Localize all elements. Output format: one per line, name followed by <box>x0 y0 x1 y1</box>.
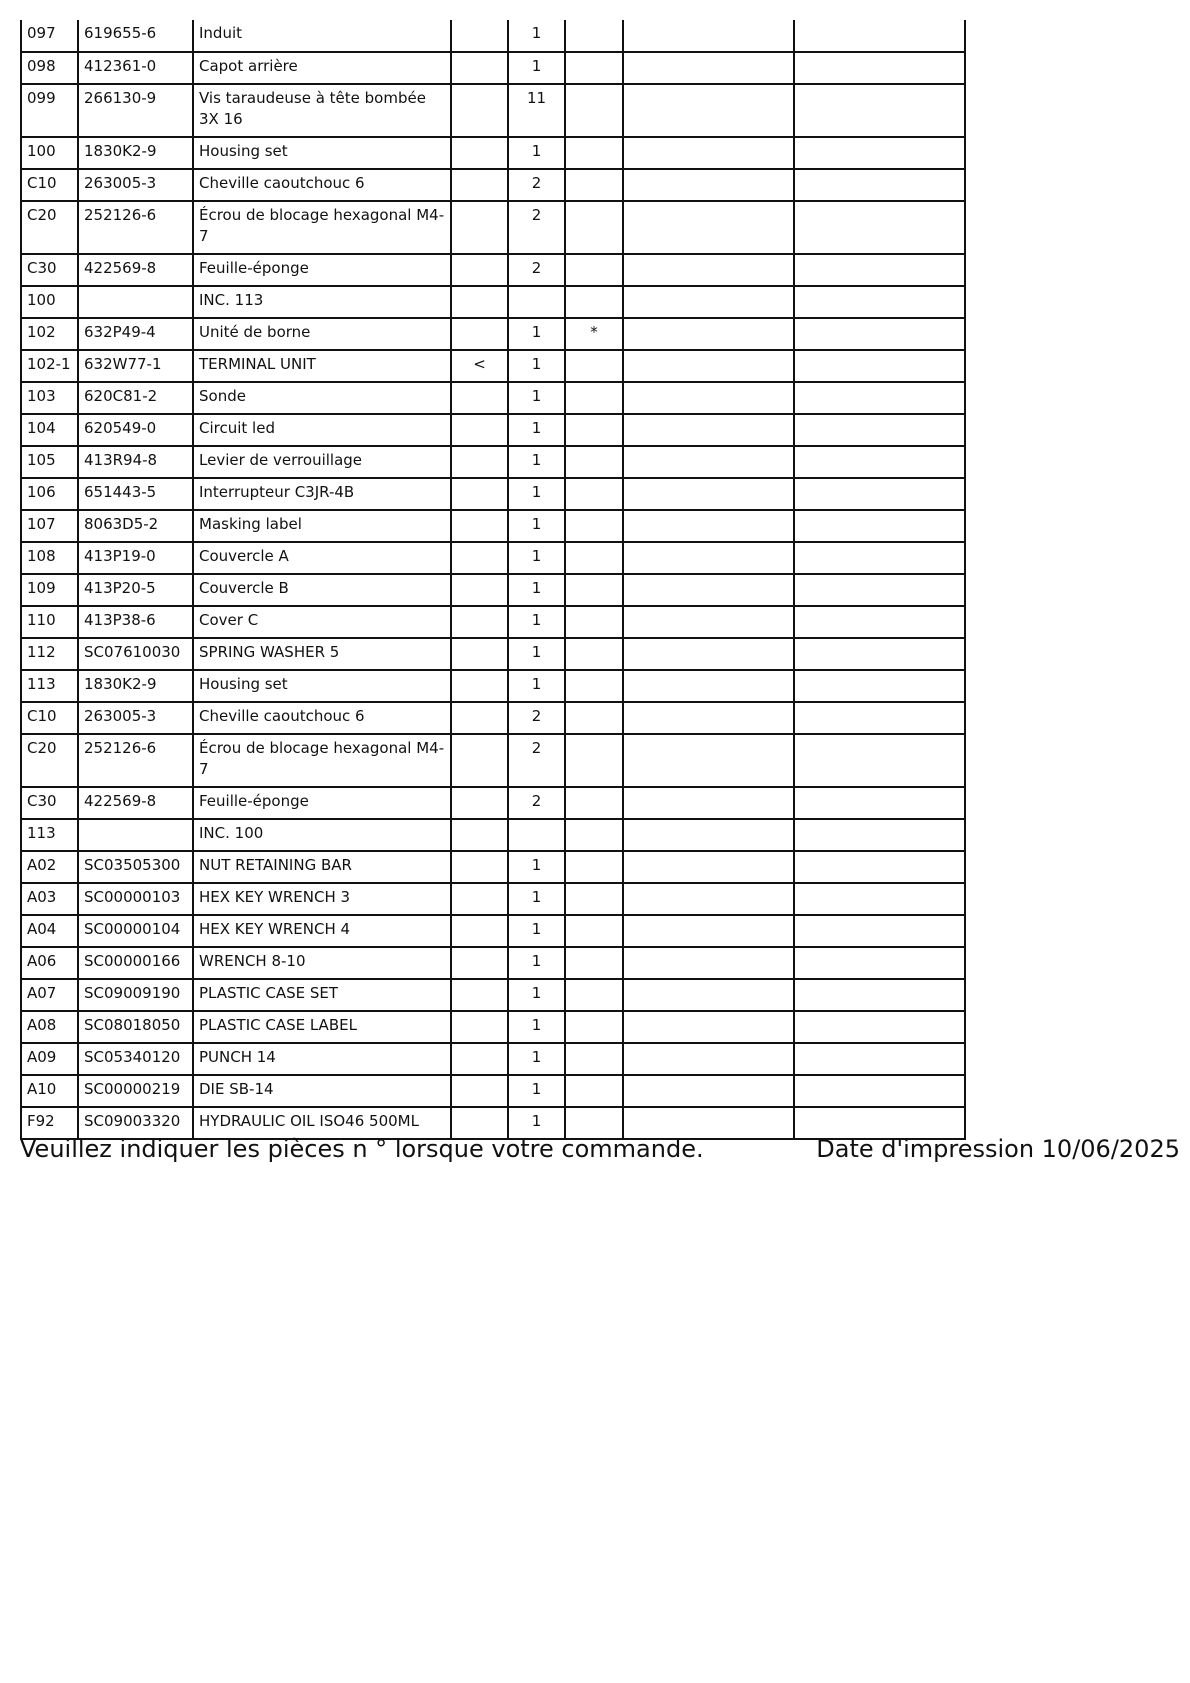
description-cell: Interrupteur C3JR-4B <box>193 478 451 510</box>
description-cell: INC. 113 <box>193 286 451 318</box>
order-instruction-note: Veuillez indiquer les pièces n ° lorsque votre commande. <box>20 1135 704 1163</box>
note-cell <box>565 979 623 1011</box>
note-cell <box>565 883 623 915</box>
note-cell <box>565 478 623 510</box>
note-cell <box>565 1075 623 1107</box>
note-cell <box>565 414 623 446</box>
item-number-cell: C30 <box>21 787 78 819</box>
part-number-cell: SC09009190 <box>78 979 193 1011</box>
table-row <box>21 414 965 446</box>
quantity-cell: 1 <box>508 1043 565 1075</box>
table-row <box>21 979 965 1011</box>
mark-cell <box>451 84 508 137</box>
description-cell: Cheville caoutchouc 6 <box>193 702 451 734</box>
part-number-cell: SC00000166 <box>78 947 193 979</box>
quantity-cell: 2 <box>508 201 565 254</box>
item-number-cell: 110 <box>21 606 78 638</box>
quantity-cell: 1 <box>508 446 565 478</box>
description-cell: PLASTIC CASE LABEL <box>193 1011 451 1043</box>
blank-cell <box>794 915 965 947</box>
parts-table-body <box>21 20 965 1139</box>
table-row <box>21 883 965 915</box>
part-number-cell: 1830K2-9 <box>78 137 193 169</box>
quantity-cell: 1 <box>508 52 565 84</box>
note-cell <box>565 350 623 382</box>
quantity-cell: 1 <box>508 350 565 382</box>
mark-cell <box>451 947 508 979</box>
table-row <box>21 670 965 702</box>
mark-cell <box>451 201 508 254</box>
description-cell: HEX KEY WRENCH 4 <box>193 915 451 947</box>
note-cell <box>565 947 623 979</box>
note-cell <box>565 574 623 606</box>
note-cell <box>565 606 623 638</box>
part-number-cell: SC05340120 <box>78 1043 193 1075</box>
mark-cell <box>451 606 508 638</box>
mark-cell <box>451 1043 508 1075</box>
description-cell: Levier de verrouillage <box>193 446 451 478</box>
blank-cell <box>623 52 794 84</box>
table-row <box>21 787 965 819</box>
blank-cell <box>623 851 794 883</box>
quantity-cell: 1 <box>508 606 565 638</box>
mark-cell <box>451 169 508 201</box>
item-number-cell: 112 <box>21 638 78 670</box>
item-number-cell: 102-1 <box>21 350 78 382</box>
blank-cell <box>794 734 965 787</box>
note-cell <box>565 382 623 414</box>
table-row <box>21 52 965 84</box>
blank-cell <box>794 350 965 382</box>
part-number-cell: 632P49-4 <box>78 318 193 350</box>
table-row <box>21 446 965 478</box>
blank-cell <box>623 254 794 286</box>
item-number-cell: 105 <box>21 446 78 478</box>
description-cell: Unité de borne <box>193 318 451 350</box>
mark-cell <box>451 382 508 414</box>
note-cell <box>565 201 623 254</box>
description-cell: Feuille-éponge <box>193 254 451 286</box>
description-cell: INC. 100 <box>193 819 451 851</box>
note-cell: * <box>565 318 623 350</box>
note-cell <box>565 734 623 787</box>
quantity-cell: 11 <box>508 84 565 137</box>
blank-cell <box>623 606 794 638</box>
blank-cell <box>623 20 794 52</box>
blank-cell <box>623 787 794 819</box>
blank-cell <box>623 318 794 350</box>
part-number-cell: 422569-8 <box>78 787 193 819</box>
description-cell: Feuille-éponge <box>193 787 451 819</box>
item-number-cell: F92 <box>21 1107 78 1139</box>
blank-cell <box>794 574 965 606</box>
table-row <box>21 20 965 52</box>
mark-cell <box>451 52 508 84</box>
table-row <box>21 1075 965 1107</box>
table-row <box>21 350 965 382</box>
table-row <box>21 510 965 542</box>
table-row <box>21 201 965 254</box>
item-number-cell: 100 <box>21 286 78 318</box>
part-number-cell: 413P19-0 <box>78 542 193 574</box>
note-cell <box>565 254 623 286</box>
part-number-cell: SC08018050 <box>78 1011 193 1043</box>
mark-cell <box>451 883 508 915</box>
blank-cell <box>623 1043 794 1075</box>
item-number-cell: A06 <box>21 947 78 979</box>
part-number-cell: SC07610030 <box>78 638 193 670</box>
part-number-cell: 412361-0 <box>78 52 193 84</box>
mark-cell <box>451 20 508 52</box>
blank-cell <box>794 84 965 137</box>
blank-cell <box>623 702 794 734</box>
mark-cell <box>451 318 508 350</box>
mark-cell <box>451 734 508 787</box>
item-number-cell: A08 <box>21 1011 78 1043</box>
quantity-cell: 1 <box>508 947 565 979</box>
item-number-cell: C30 <box>21 254 78 286</box>
description-cell: PLASTIC CASE SET <box>193 979 451 1011</box>
description-cell: PUNCH 14 <box>193 1043 451 1075</box>
table-row <box>21 169 965 201</box>
part-number-cell: 422569-8 <box>78 254 193 286</box>
note-cell <box>565 286 623 318</box>
description-cell: Induit <box>193 20 451 52</box>
table-row <box>21 84 965 137</box>
mark-cell <box>451 915 508 947</box>
quantity-cell: 1 <box>508 137 565 169</box>
blank-cell <box>794 702 965 734</box>
item-number-cell: 104 <box>21 414 78 446</box>
blank-cell <box>623 979 794 1011</box>
note-cell <box>565 702 623 734</box>
table-row <box>21 542 965 574</box>
item-number-cell: C20 <box>21 201 78 254</box>
table-row <box>21 734 965 787</box>
description-cell: DIE SB-14 <box>193 1075 451 1107</box>
item-number-cell: C10 <box>21 702 78 734</box>
description-cell: HYDRAULIC OIL ISO46 500ML <box>193 1107 451 1139</box>
item-number-cell: 109 <box>21 574 78 606</box>
blank-cell <box>623 446 794 478</box>
blank-cell <box>623 670 794 702</box>
quantity-cell: 1 <box>508 20 565 52</box>
item-number-cell: 108 <box>21 542 78 574</box>
blank-cell <box>623 1075 794 1107</box>
quantity-cell: 1 <box>508 1075 565 1107</box>
blank-cell <box>623 638 794 670</box>
description-cell: Housing set <box>193 137 451 169</box>
description-cell: Couvercle B <box>193 574 451 606</box>
blank-cell <box>794 1043 965 1075</box>
mark-cell <box>451 286 508 318</box>
table-row <box>21 947 965 979</box>
mark-cell <box>451 1011 508 1043</box>
part-number-cell: 620549-0 <box>78 414 193 446</box>
table-row <box>21 574 965 606</box>
quantity-cell: 1 <box>508 478 565 510</box>
mark-cell <box>451 414 508 446</box>
description-cell: Circuit led <box>193 414 451 446</box>
mark-cell: < <box>451 350 508 382</box>
description-cell: Housing set <box>193 670 451 702</box>
note-cell <box>565 851 623 883</box>
blank-cell <box>623 382 794 414</box>
blank-cell <box>794 169 965 201</box>
note-cell <box>565 510 623 542</box>
quantity-cell: 2 <box>508 254 565 286</box>
description-cell: Écrou de blocage hexagonal M4-7 <box>193 201 451 254</box>
blank-cell <box>623 286 794 318</box>
table-row <box>21 638 965 670</box>
blank-cell <box>623 350 794 382</box>
mark-cell <box>451 137 508 169</box>
quantity-cell: 1 <box>508 638 565 670</box>
part-number-cell: 1830K2-9 <box>78 670 193 702</box>
mark-cell <box>451 979 508 1011</box>
quantity-cell: 1 <box>508 1011 565 1043</box>
quantity-cell: 2 <box>508 702 565 734</box>
note-cell <box>565 169 623 201</box>
quantity-cell: 1 <box>508 979 565 1011</box>
part-number-cell: SC00000104 <box>78 915 193 947</box>
blank-cell <box>794 201 965 254</box>
part-number-cell <box>78 819 193 851</box>
note-cell <box>565 137 623 169</box>
item-number-cell: A03 <box>21 883 78 915</box>
note-cell <box>565 638 623 670</box>
item-number-cell: A04 <box>21 915 78 947</box>
blank-cell <box>623 510 794 542</box>
description-cell: Sonde <box>193 382 451 414</box>
table-row <box>21 819 965 851</box>
blank-cell <box>794 254 965 286</box>
blank-cell <box>794 851 965 883</box>
part-number-cell: 266130-9 <box>78 84 193 137</box>
item-number-cell: A09 <box>21 1043 78 1075</box>
quantity-cell: 1 <box>508 915 565 947</box>
quantity-cell: 2 <box>508 787 565 819</box>
blank-cell <box>623 819 794 851</box>
blank-cell <box>794 670 965 702</box>
item-number-cell: 113 <box>21 670 78 702</box>
table-row <box>21 606 965 638</box>
mark-cell <box>451 819 508 851</box>
note-cell <box>565 787 623 819</box>
item-number-cell: A07 <box>21 979 78 1011</box>
part-number-cell: SC00000103 <box>78 883 193 915</box>
description-cell: Couvercle A <box>193 542 451 574</box>
part-number-cell: 252126-6 <box>78 734 193 787</box>
table-row <box>21 702 965 734</box>
part-number-cell: 620C81-2 <box>78 382 193 414</box>
blank-cell <box>794 382 965 414</box>
mark-cell <box>451 1075 508 1107</box>
blank-cell <box>794 819 965 851</box>
item-number-cell: 102 <box>21 318 78 350</box>
note-cell <box>565 670 623 702</box>
description-cell: HEX KEY WRENCH 3 <box>193 883 451 915</box>
description-cell: SPRING WASHER 5 <box>193 638 451 670</box>
blank-cell <box>623 542 794 574</box>
note-cell <box>565 542 623 574</box>
blank-cell <box>623 414 794 446</box>
mark-cell <box>451 787 508 819</box>
table-row <box>21 254 965 286</box>
quantity-cell: 1 <box>508 510 565 542</box>
blank-cell <box>623 478 794 510</box>
blank-cell <box>794 787 965 819</box>
blank-cell <box>623 169 794 201</box>
note-cell <box>565 20 623 52</box>
mark-cell <box>451 510 508 542</box>
part-number-cell <box>78 286 193 318</box>
item-number-cell: 100 <box>21 137 78 169</box>
note-cell <box>565 819 623 851</box>
table-row <box>21 286 965 318</box>
quantity-cell: 1 <box>508 851 565 883</box>
quantity-cell <box>508 286 565 318</box>
blank-cell <box>794 414 965 446</box>
item-number-cell: A02 <box>21 851 78 883</box>
note-cell <box>565 1011 623 1043</box>
quantity-cell: 1 <box>508 382 565 414</box>
quantity-cell: 1 <box>508 414 565 446</box>
blank-cell <box>794 20 965 52</box>
part-number-cell: 263005-3 <box>78 702 193 734</box>
quantity-cell: 2 <box>508 169 565 201</box>
parts-table <box>20 20 966 1140</box>
note-cell <box>565 446 623 478</box>
blank-cell <box>794 137 965 169</box>
part-number-cell: 263005-3 <box>78 169 193 201</box>
mark-cell <box>451 254 508 286</box>
quantity-cell: 1 <box>508 883 565 915</box>
table-row <box>21 1043 965 1075</box>
mark-cell <box>451 542 508 574</box>
note-cell <box>565 52 623 84</box>
part-number-cell: 651443-5 <box>78 478 193 510</box>
mark-cell <box>451 670 508 702</box>
blank-cell <box>623 137 794 169</box>
item-number-cell: C20 <box>21 734 78 787</box>
blank-cell <box>623 1011 794 1043</box>
blank-cell <box>794 446 965 478</box>
part-number-cell: 413R94-8 <box>78 446 193 478</box>
mark-cell <box>451 478 508 510</box>
blank-cell <box>623 84 794 137</box>
table-row <box>21 851 965 883</box>
quantity-cell: 1 <box>508 670 565 702</box>
blank-cell <box>794 510 965 542</box>
quantity-cell: 1 <box>508 1107 565 1139</box>
description-cell: Masking label <box>193 510 451 542</box>
description-cell: Écrou de blocage hexagonal M4-7 <box>193 734 451 787</box>
part-number-cell: SC00000219 <box>78 1075 193 1107</box>
part-number-cell: 252126-6 <box>78 201 193 254</box>
item-number-cell: 097 <box>21 20 78 52</box>
table-row <box>21 137 965 169</box>
table-row <box>21 915 965 947</box>
quantity-cell <box>508 819 565 851</box>
item-number-cell: 103 <box>21 382 78 414</box>
blank-cell <box>794 52 965 84</box>
description-cell: Cheville caoutchouc 6 <box>193 169 451 201</box>
description-cell: Cover C <box>193 606 451 638</box>
blank-cell <box>623 574 794 606</box>
description-cell: NUT RETAINING BAR <box>193 851 451 883</box>
table-row <box>21 382 965 414</box>
item-number-cell: C10 <box>21 169 78 201</box>
quantity-cell: 1 <box>508 574 565 606</box>
description-cell: WRENCH 8-10 <box>193 947 451 979</box>
print-date: Date d'impression 10/06/2025 <box>816 1135 1180 1163</box>
blank-cell <box>623 201 794 254</box>
note-cell <box>565 915 623 947</box>
description-cell: Vis taraudeuse à tête bombée 3X 16 <box>193 84 451 137</box>
mark-cell <box>451 446 508 478</box>
item-number-cell: 099 <box>21 84 78 137</box>
part-number-cell: SC09003320 <box>78 1107 193 1139</box>
blank-cell <box>623 883 794 915</box>
quantity-cell: 1 <box>508 318 565 350</box>
blank-cell <box>794 318 965 350</box>
part-number-cell: SC03505300 <box>78 851 193 883</box>
part-number-cell: 413P38-6 <box>78 606 193 638</box>
blank-cell <box>794 1075 965 1107</box>
table-row <box>21 1011 965 1043</box>
mark-cell <box>451 574 508 606</box>
table-row <box>21 318 965 350</box>
blank-cell <box>623 734 794 787</box>
part-number-cell: 413P20-5 <box>78 574 193 606</box>
quantity-cell: 1 <box>508 542 565 574</box>
mark-cell <box>451 851 508 883</box>
quantity-cell: 2 <box>508 734 565 787</box>
blank-cell <box>794 542 965 574</box>
blank-cell <box>794 606 965 638</box>
item-number-cell: A10 <box>21 1075 78 1107</box>
note-cell <box>565 1043 623 1075</box>
blank-cell <box>623 915 794 947</box>
mark-cell <box>451 702 508 734</box>
blank-cell <box>794 947 965 979</box>
mark-cell <box>451 638 508 670</box>
description-cell: Capot arrière <box>193 52 451 84</box>
item-number-cell: 113 <box>21 819 78 851</box>
blank-cell <box>794 286 965 318</box>
part-number-cell: 632W77-1 <box>78 350 193 382</box>
table-row <box>21 478 965 510</box>
item-number-cell: 107 <box>21 510 78 542</box>
item-number-cell: 106 <box>21 478 78 510</box>
part-number-cell: 8063D5-2 <box>78 510 193 542</box>
blank-cell <box>794 1011 965 1043</box>
note-cell <box>565 84 623 137</box>
blank-cell <box>794 478 965 510</box>
description-cell: TERMINAL UNIT <box>193 350 451 382</box>
blank-cell <box>623 947 794 979</box>
blank-cell <box>794 979 965 1011</box>
part-number-cell: 619655-6 <box>78 20 193 52</box>
blank-cell <box>794 638 965 670</box>
blank-cell <box>794 883 965 915</box>
item-number-cell: 098 <box>21 52 78 84</box>
